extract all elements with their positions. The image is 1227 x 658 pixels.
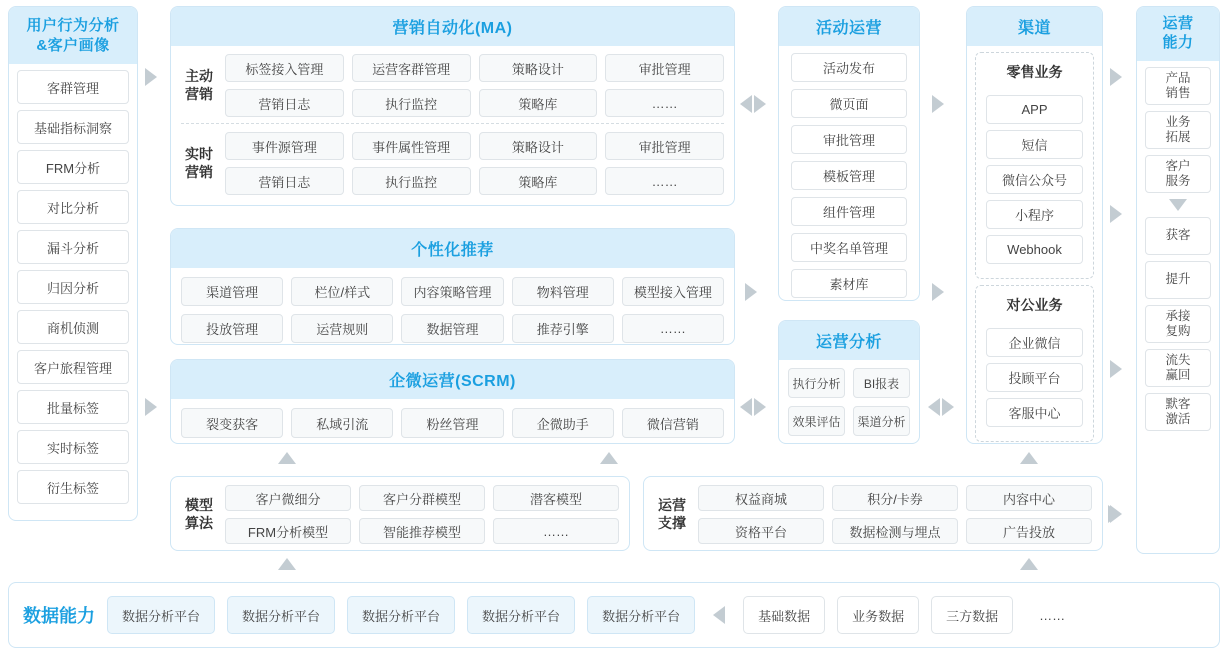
- table-row: [181, 277, 724, 306]
- cell[interactable]: 物料管理: [512, 277, 614, 306]
- panel-operation-analysis: [778, 320, 920, 444]
- cell[interactable]: 策略库: [479, 89, 598, 117]
- arrow-right-icon: [145, 68, 157, 86]
- cell[interactable]: 粉丝管理: [401, 408, 503, 438]
- cell[interactable]: 客户分群模型: [359, 485, 485, 511]
- panel-title-ma: 营销自动化(MA): [171, 7, 734, 46]
- group-corporate-business: [975, 285, 1094, 442]
- list-item[interactable]: 客群管理: [17, 70, 129, 104]
- list-item[interactable]: 基础指标洞察: [17, 110, 129, 144]
- cell[interactable]: 智能推荐模型: [359, 518, 485, 544]
- cell[interactable]: 运营规则: [291, 314, 393, 343]
- table-row: [225, 167, 724, 195]
- list-item[interactable]: 商机侦测: [17, 310, 129, 344]
- panel-data-capability: [8, 582, 1220, 648]
- cell[interactable]: ……: [493, 518, 619, 544]
- cell[interactable]: 微信营销: [622, 408, 724, 438]
- cell[interactable]: 执行分析: [788, 368, 845, 398]
- title-line-1: 用户行为分析: [26, 17, 120, 34]
- list-item[interactable]: 归因分析: [17, 270, 129, 304]
- list-item[interactable]: 微页面: [791, 89, 907, 118]
- panel-operation-support: [643, 476, 1103, 551]
- cell[interactable]: 内容中心: [966, 485, 1092, 511]
- data-source-item[interactable]: 业务数据: [837, 596, 919, 634]
- table-row: [225, 54, 724, 82]
- cell[interactable]: 私域引流: [291, 408, 393, 438]
- list-item[interactable]: 短信: [986, 130, 1083, 159]
- panel-title-scrm: 企微运营(SCRM): [171, 360, 734, 399]
- panel-channel: [966, 6, 1103, 444]
- list-item[interactable]: 组件管理: [791, 197, 907, 226]
- arrow-right-icon: [932, 283, 944, 301]
- table-row: [225, 518, 619, 544]
- cell[interactable]: 推荐引擎: [512, 314, 614, 343]
- cell[interactable]: 营销日志: [225, 167, 344, 195]
- cell[interactable]: 积分/卡券: [832, 485, 958, 511]
- list-item[interactable]: 对比分析: [17, 190, 129, 224]
- panel-user-behavior-analysis: [8, 6, 138, 521]
- arrow-right-icon: [1110, 360, 1122, 378]
- table-row: [225, 132, 724, 160]
- group-label-model: 模型 算法: [185, 497, 213, 531]
- data-source-item[interactable]: ……: [1025, 597, 1079, 633]
- arrow-down-icon: [1169, 199, 1187, 211]
- cell[interactable]: 投放管理: [181, 314, 283, 343]
- cell[interactable]: 审批管理: [605, 132, 724, 160]
- table-row: [788, 368, 910, 398]
- list-item[interactable]: 企业微信: [986, 328, 1083, 357]
- data-platform-item[interactable]: 数据分析平台: [587, 596, 695, 634]
- cell[interactable]: 执行监控: [352, 89, 471, 117]
- arrow-right-icon: [1110, 68, 1122, 86]
- panel-activity-operation: [778, 6, 920, 301]
- arrow-up-icon: [278, 452, 296, 464]
- panel-personalized-recommendation: [170, 228, 735, 345]
- cell[interactable]: 审批管理: [605, 54, 724, 82]
- list-item[interactable]: 获客: [1145, 217, 1211, 255]
- group-label-realtime: 实时 营销: [185, 146, 213, 180]
- cell[interactable]: 事件源管理: [225, 132, 344, 160]
- arrow-bidirectional-icon: [928, 398, 954, 416]
- list-item[interactable]: 微信公众号: [986, 165, 1083, 194]
- cell[interactable]: BI报表: [853, 368, 910, 398]
- cell[interactable]: 执行监控: [352, 167, 471, 195]
- panel-title-activity: 活动运营: [779, 7, 919, 46]
- list-item[interactable]: 衍生标签: [17, 470, 129, 504]
- list-item[interactable]: 小程序: [986, 200, 1083, 229]
- group-label-active: 主动 营销: [185, 68, 213, 102]
- data-capability-title: 数据能力: [23, 606, 95, 626]
- cell[interactable]: 渠道分析: [853, 406, 910, 436]
- arrow-bidirectional-icon: [740, 398, 766, 416]
- cell[interactable]: 运营客群管理: [352, 54, 471, 82]
- arrow-up-icon: [1020, 558, 1038, 570]
- arrow-right-icon: [145, 398, 157, 416]
- panel-operation-capability: [1136, 6, 1220, 554]
- cell[interactable]: 策略设计: [479, 54, 598, 82]
- cell[interactable]: 渠道管理: [181, 277, 283, 306]
- list-item[interactable]: 批量标签: [17, 390, 129, 424]
- group-title-corporate: 对公业务: [1006, 297, 1063, 313]
- cell[interactable]: 内容策略管理: [401, 277, 503, 306]
- cell[interactable]: 策略设计: [479, 132, 598, 160]
- arrow-right-icon: [745, 283, 757, 301]
- list-item[interactable]: 模板管理: [791, 161, 907, 190]
- group-active-marketing: [181, 54, 724, 117]
- list-item[interactable]: 客户旅程管理: [17, 350, 129, 384]
- cell[interactable]: ……: [605, 167, 724, 195]
- list-item[interactable]: 审批管理: [791, 125, 907, 154]
- list-item[interactable]: 客服中心: [986, 398, 1083, 427]
- cell[interactable]: 客户微细分: [225, 485, 351, 511]
- list-item[interactable]: 产品 销售: [1145, 67, 1211, 105]
- data-platform-item[interactable]: 数据分析平台: [227, 596, 335, 634]
- arrow-up-icon: [278, 558, 296, 570]
- group-title-retail: 零售业务: [1006, 64, 1063, 80]
- cell[interactable]: 潜客模型: [493, 485, 619, 511]
- cell[interactable]: 营销日志: [225, 89, 344, 117]
- title-line-2: &客户画像: [36, 36, 110, 54]
- list-item[interactable]: 活动发布: [791, 53, 907, 82]
- cell[interactable]: 效果评估: [788, 406, 845, 436]
- list-item[interactable]: 中奖名单管理: [791, 233, 907, 262]
- table-row: [698, 518, 1092, 544]
- arrow-right-icon: [1108, 505, 1120, 523]
- cell[interactable]: ……: [622, 314, 724, 343]
- data-platform-item[interactable]: 数据分析平台: [107, 596, 215, 634]
- list-item[interactable]: 承接 复购: [1145, 305, 1211, 343]
- list-item[interactable]: 实时标签: [17, 430, 129, 464]
- panel-title-user-behavior: [9, 7, 137, 64]
- list-item[interactable]: 业务 拓展: [1145, 111, 1211, 149]
- cell[interactable]: FRM分析模型: [225, 518, 351, 544]
- panel-title-opanalysis: 运营分析: [779, 321, 919, 360]
- cell[interactable]: 策略库: [479, 167, 598, 195]
- list-item[interactable]: 漏斗分析: [17, 230, 129, 264]
- list-item[interactable]: Webhook: [986, 235, 1083, 264]
- cell[interactable]: 数据检测与埋点: [832, 518, 958, 544]
- panel-marketing-automation: [170, 6, 735, 206]
- list-item[interactable]: 默客 激活: [1145, 393, 1211, 431]
- panel-model-algorithm: [170, 476, 630, 551]
- cell[interactable]: 裂变获客: [181, 408, 283, 438]
- divider: [181, 123, 724, 124]
- table-row: [181, 408, 724, 438]
- arrow-right-icon: [1110, 205, 1122, 223]
- cell[interactable]: 广告投放: [966, 518, 1092, 544]
- cell[interactable]: 资格平台: [698, 518, 824, 544]
- cell[interactable]: 企微助手: [512, 408, 614, 438]
- cell[interactable]: 模型接入管理: [622, 277, 724, 306]
- cell[interactable]: 事件属性管理: [352, 132, 471, 160]
- arrow-left-icon: [713, 606, 725, 624]
- arrow-right-icon: [932, 95, 944, 113]
- group-retail-business: [975, 52, 1094, 279]
- table-row: [698, 485, 1092, 511]
- panel-title-channel: 渠道: [967, 7, 1102, 46]
- data-platform-item[interactable]: 数据分析平台: [467, 596, 575, 634]
- list-item[interactable]: 提升: [1145, 261, 1211, 299]
- cell[interactable]: ……: [605, 89, 724, 117]
- cell[interactable]: 标签接入管理: [225, 54, 344, 82]
- group-realtime-marketing: [181, 132, 724, 195]
- arrow-up-icon: [1020, 452, 1038, 464]
- list-item[interactable]: 素材库: [791, 269, 907, 298]
- data-source-item[interactable]: 三方数据: [931, 596, 1013, 634]
- table-row: [788, 406, 910, 436]
- data-platform-item[interactable]: 数据分析平台: [347, 596, 455, 634]
- cell[interactable]: 数据管理: [401, 314, 503, 343]
- cell[interactable]: 权益商城: [698, 485, 824, 511]
- cell[interactable]: 栏位/样式: [291, 277, 393, 306]
- list-item[interactable]: APP: [986, 95, 1083, 124]
- list-item[interactable]: FRM分析: [17, 150, 129, 184]
- list-item[interactable]: 客户 服务: [1145, 155, 1211, 193]
- table-row: [225, 485, 619, 511]
- data-source-item[interactable]: 基础数据: [743, 596, 825, 634]
- list-item[interactable]: 投顾平台: [986, 363, 1083, 392]
- panel-scrm: [170, 359, 735, 444]
- panel-title-opcap: 运营 能力: [1137, 7, 1219, 61]
- arrow-up-icon: [600, 452, 618, 464]
- arrow-bidirectional-icon: [740, 95, 766, 113]
- list-item[interactable]: 流失 赢回: [1145, 349, 1211, 387]
- panel-title-rec: 个性化推荐: [171, 229, 734, 268]
- table-row: [181, 314, 724, 343]
- group-label-support: 运营 支撑: [658, 497, 686, 531]
- table-row: [225, 89, 724, 117]
